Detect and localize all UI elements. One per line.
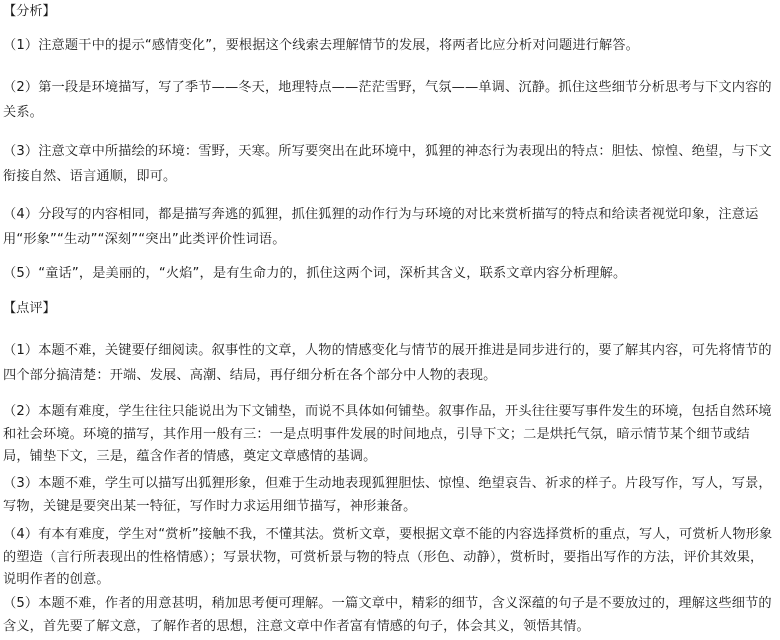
analysis-item-3: （3）注意文章中所描绘的环境：雪野，天寒。所写要突出在此环境中，狐狸的神态行为表现出的特点：胆怯、惊惶、绝望，与下文衔接自然、语言通顺，即可。 bbox=[3, 144, 772, 184]
analysis-item-5: （5）“童话”，是美丽的，“火焰”，是有生命力的，抓住这两个词，深析其含义，联系文章内容分析理解。 bbox=[3, 266, 627, 281]
comment-heading: 【点评】 bbox=[3, 301, 56, 316]
analysis-item-1: （1）注意题干中的提示“感情变化”，要根据这个线索去理解情节的发展，将两者比应分析对问题进行解答。 bbox=[3, 38, 640, 53]
analysis-item-2: （2）第一段是环境描写，写了季节——冬天，地理特点——茫茫雪野，气氛——单调、沉静。抓住这些细节分析思考与下文内容的关系。 bbox=[3, 80, 772, 120]
comment-item-3: （3）本题不难，学生可以描写出狐狸形象，但难于生动地表现狐狸胆怯、惊惶、绝望哀告、祈求的样子。片段写作，写人，写景，写物，关键是要突出某一特征，写作时力求运用细节描写，神形兼备。 bbox=[3, 476, 772, 514]
analysis-item-4: （4）分段写的内容相同，都是描写奔逃的狐狸，抓住狐狸的动作行为与环境的对比来赏析描写的特点和给读者视觉印象，注意运用“形象”“生动”“深刻”“突出”此类评价性词语。 bbox=[3, 207, 759, 247]
comment-item-2: （2）本题有难度，学生往往只能说出为下文铺垫，而说不具体如何铺垫。叙事作品，开头往往要写事件发生的环境，包括自然环境和社会环境。环境的描写，其作用一般有三：一是点明事件发展的时间地点，引导下文；二是烘托气氛，暗示情节某个细节或结局，铺垫下文，三是，蕴含作者的情感，奠定文章感情的基调。 bbox=[3, 404, 772, 464]
comment-item-5: （5）本题不难，作者的用意甚明，稍加思考便可理解。一篇文章中，精彩的细节，含义深蕴的句子是不要放过的，理解这些细节的含义，首先要了解文意，了解作者的思想，注意文章中作者富有情感的句子，体会其义，领悟其情。 bbox=[3, 596, 772, 634]
comment-item-1: （1）本题不难，关键要仔细阅读。叙事性的文章，人物的情感变化与情节的展开推进是同步进行的，要了解其内容，可先将情节的四个部分搞清楚：开端、发展、高潮、结局，再仔细分析在各个部分中人物的表现。 bbox=[3, 343, 772, 383]
comment-item-4: （4）有本有难度，学生对“赏析”接触不我，不懂其法。赏析文章，要根据文章不能的内容选择赏析的重点，写人，可赏析人物形象的塑造（言行所表现出的性格情感）；写景状物，可赏析景与物的特点（形色、动静），赏析时，要指出写作的方法，评价其效果，说明作者的创意。 bbox=[3, 527, 773, 587]
analysis-heading: 【分析】 bbox=[3, 4, 56, 19]
